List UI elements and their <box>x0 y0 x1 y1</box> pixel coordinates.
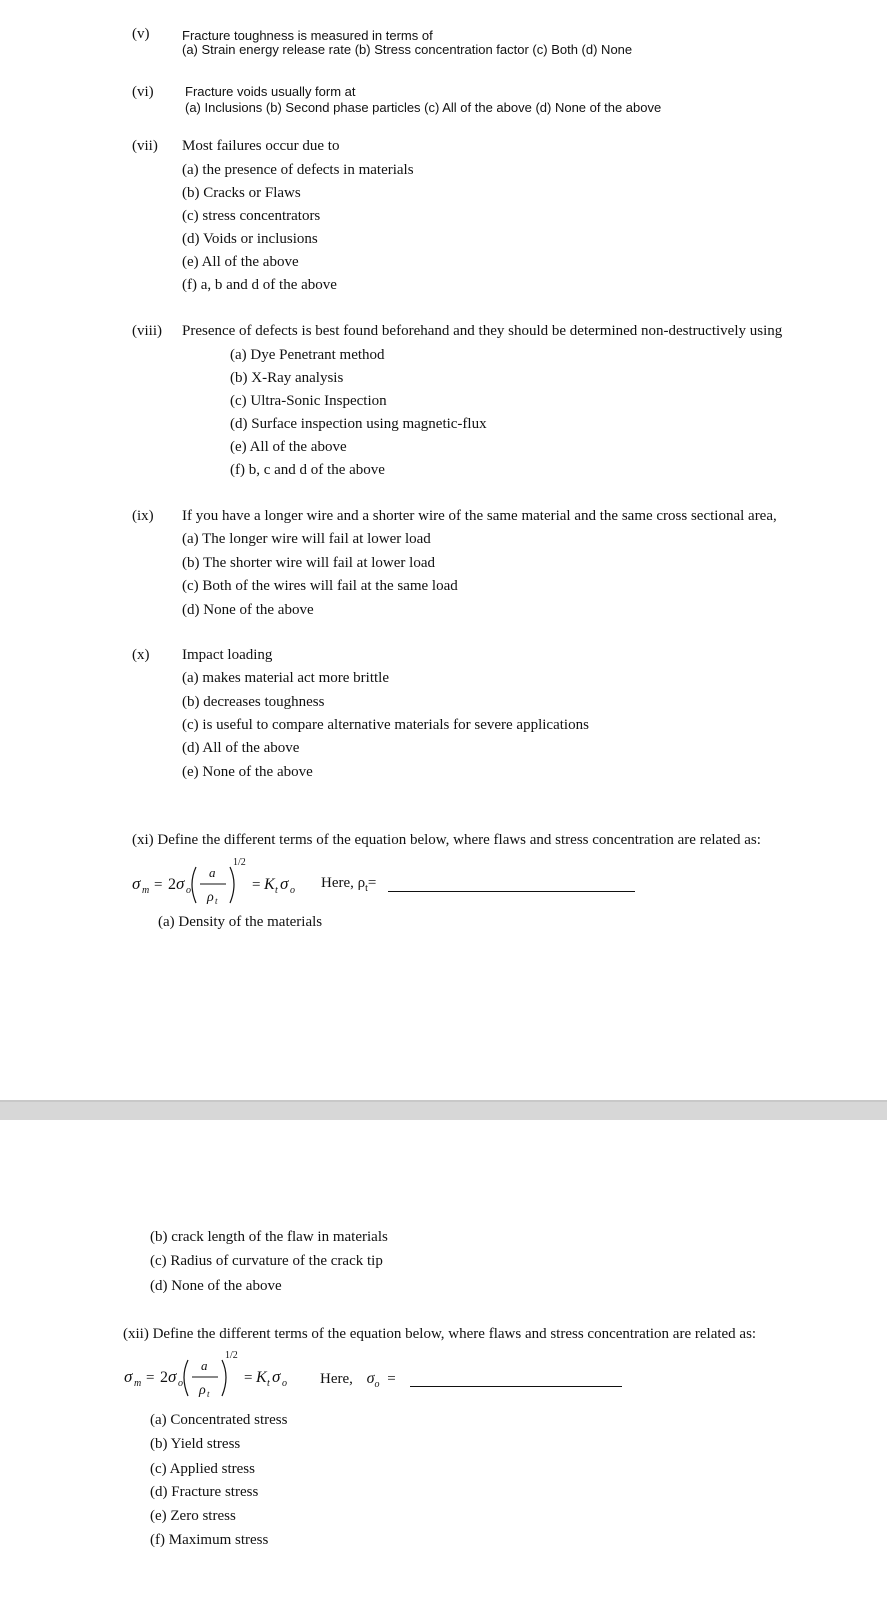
option: (a) Dye Penetrant method <box>230 347 385 363</box>
answer-blank[interactable] <box>410 1386 622 1387</box>
option: (a) Density of the materials <box>158 914 323 930</box>
option: (d) None of the above <box>150 1278 282 1294</box>
question-stem: Impact loading <box>182 647 273 663</box>
coefficient: 2 <box>160 1369 168 1386</box>
option: (a) The longer wire will fail at lower load <box>182 531 431 547</box>
option: (b) Yield stress <box>150 1436 241 1452</box>
equals-sign: = <box>252 877 261 893</box>
subscript: o <box>282 1378 287 1389</box>
denominator: ρ <box>207 890 214 905</box>
option: (b) decreases toughness <box>182 694 325 710</box>
question-stem: Presence of defects is best found beforehand and they should be determined non-destructively using <box>182 323 783 339</box>
exponent: 1/2 <box>233 857 246 868</box>
subscript: o <box>186 885 191 896</box>
options-line: (a) Inclusions (b) Second phase particles (c) All of the above (d) None of the above <box>185 100 662 115</box>
sigma-symbol: σ <box>176 874 185 893</box>
exponent: 1/2 <box>225 1350 238 1361</box>
question-number: (x) <box>132 647 150 663</box>
option: (e) None of the above <box>182 764 313 780</box>
k-symbol: K <box>256 1369 267 1386</box>
option: (d) None of the above <box>182 602 314 618</box>
k-symbol: K <box>264 876 275 893</box>
question-number: (vi) <box>132 84 154 100</box>
subscript: t <box>267 1378 270 1389</box>
here-label: Here, $\rho_t=$ <box>321 875 377 894</box>
question-stem: Fracture voids usually form at <box>185 84 356 99</box>
sigma-symbol: σ <box>272 1367 281 1386</box>
option: (c) Both of the wires will fail at the same load <box>182 578 458 594</box>
option: (e) All of the above <box>230 439 347 455</box>
numerator: a <box>201 1358 208 1373</box>
denominator: ρ <box>199 1383 206 1398</box>
option: (d) Fracture stress <box>150 1484 259 1500</box>
question-number: (vii) <box>132 138 158 154</box>
flaw-stress-equation <box>122 1346 312 1407</box>
options-line: (a) Strain energy release rate (b) Stress concentration factor (c) Both (d) None <box>182 42 633 57</box>
page-2 <box>0 1120 887 1605</box>
subscript: o <box>290 885 295 896</box>
option: (f) a, b and d of the above <box>182 277 337 293</box>
option: (a) the presence of defects in materials <box>182 162 414 178</box>
option: (d) Voids or inclusions <box>182 231 318 247</box>
right-paren <box>230 867 234 903</box>
question-xii-stem: (xii) Define the different terms of the equation below, where flaws and stress concentration are related as: <box>123 1326 757 1342</box>
equals-sign: = <box>244 1370 253 1386</box>
question-stem: Fracture toughness is measured in terms of <box>182 28 433 43</box>
answer-blank[interactable] <box>388 891 635 892</box>
right-paren <box>222 1360 226 1396</box>
subscript: t <box>275 885 278 896</box>
option: (e) Zero stress <box>150 1508 236 1524</box>
coefficient: 2 <box>168 876 176 893</box>
subscript: o <box>178 1378 183 1389</box>
question-stem: If you have a longer wire and a shorter wire of the same material and the same cross sectional area, <box>182 508 777 524</box>
question-stem: Most failures occur due to <box>182 138 340 154</box>
left-paren <box>184 1360 188 1396</box>
sigma-symbol: σ <box>280 874 289 893</box>
sigma-symbol: σ <box>124 1367 133 1386</box>
option: (c) stress concentrators <box>182 208 321 224</box>
option: (b) The shorter wire will fail at lower load <box>182 555 435 571</box>
question-stem: (xi) Define the different terms of the equation below, where flaws and stress concentration are related as: <box>132 832 761 848</box>
option: (a) makes material act more brittle <box>182 670 389 686</box>
option: (c) Applied stress <box>150 1461 255 1477</box>
option: (f) Maximum stress <box>150 1532 269 1548</box>
option: (e) All of the above <box>182 254 299 270</box>
option: (c) is useful to compare alternative materials for severe applications <box>182 717 589 733</box>
option: (c) Ultra-Sonic Inspection <box>230 393 387 409</box>
question-number: (ix) <box>132 508 154 524</box>
subscript: m <box>142 885 150 896</box>
here-label: Here, $\sigma_o$ = <box>320 1370 396 1390</box>
option: (b) crack length of the flaw in materials <box>150 1229 388 1245</box>
option: (d) Surface inspection using magnetic-flux <box>230 416 487 432</box>
question-number: (v) <box>132 26 150 42</box>
sigma-symbol: σ <box>132 874 141 893</box>
page-separator <box>0 1100 887 1122</box>
option: (a) Concentrated stress <box>150 1412 288 1428</box>
equals-sign: = <box>146 1370 155 1386</box>
option: (b) Cracks or Flaws <box>182 185 301 201</box>
subscript: t <box>207 1389 210 1399</box>
flaw-stress-equation <box>130 853 320 914</box>
subscript: t <box>215 896 218 906</box>
option: (c) Radius of curvature of the crack tip <box>150 1253 383 1269</box>
option: (f) b, c and d of the above <box>230 462 385 478</box>
numerator: a <box>209 865 216 880</box>
equals-sign: = <box>154 877 163 893</box>
left-paren <box>192 867 196 903</box>
question-number: (viii) <box>132 323 162 339</box>
option: (b) X-Ray analysis <box>230 370 344 386</box>
sigma-symbol: σ <box>168 1367 177 1386</box>
subscript: m <box>134 1378 142 1389</box>
option: (d) All of the above <box>182 740 300 756</box>
